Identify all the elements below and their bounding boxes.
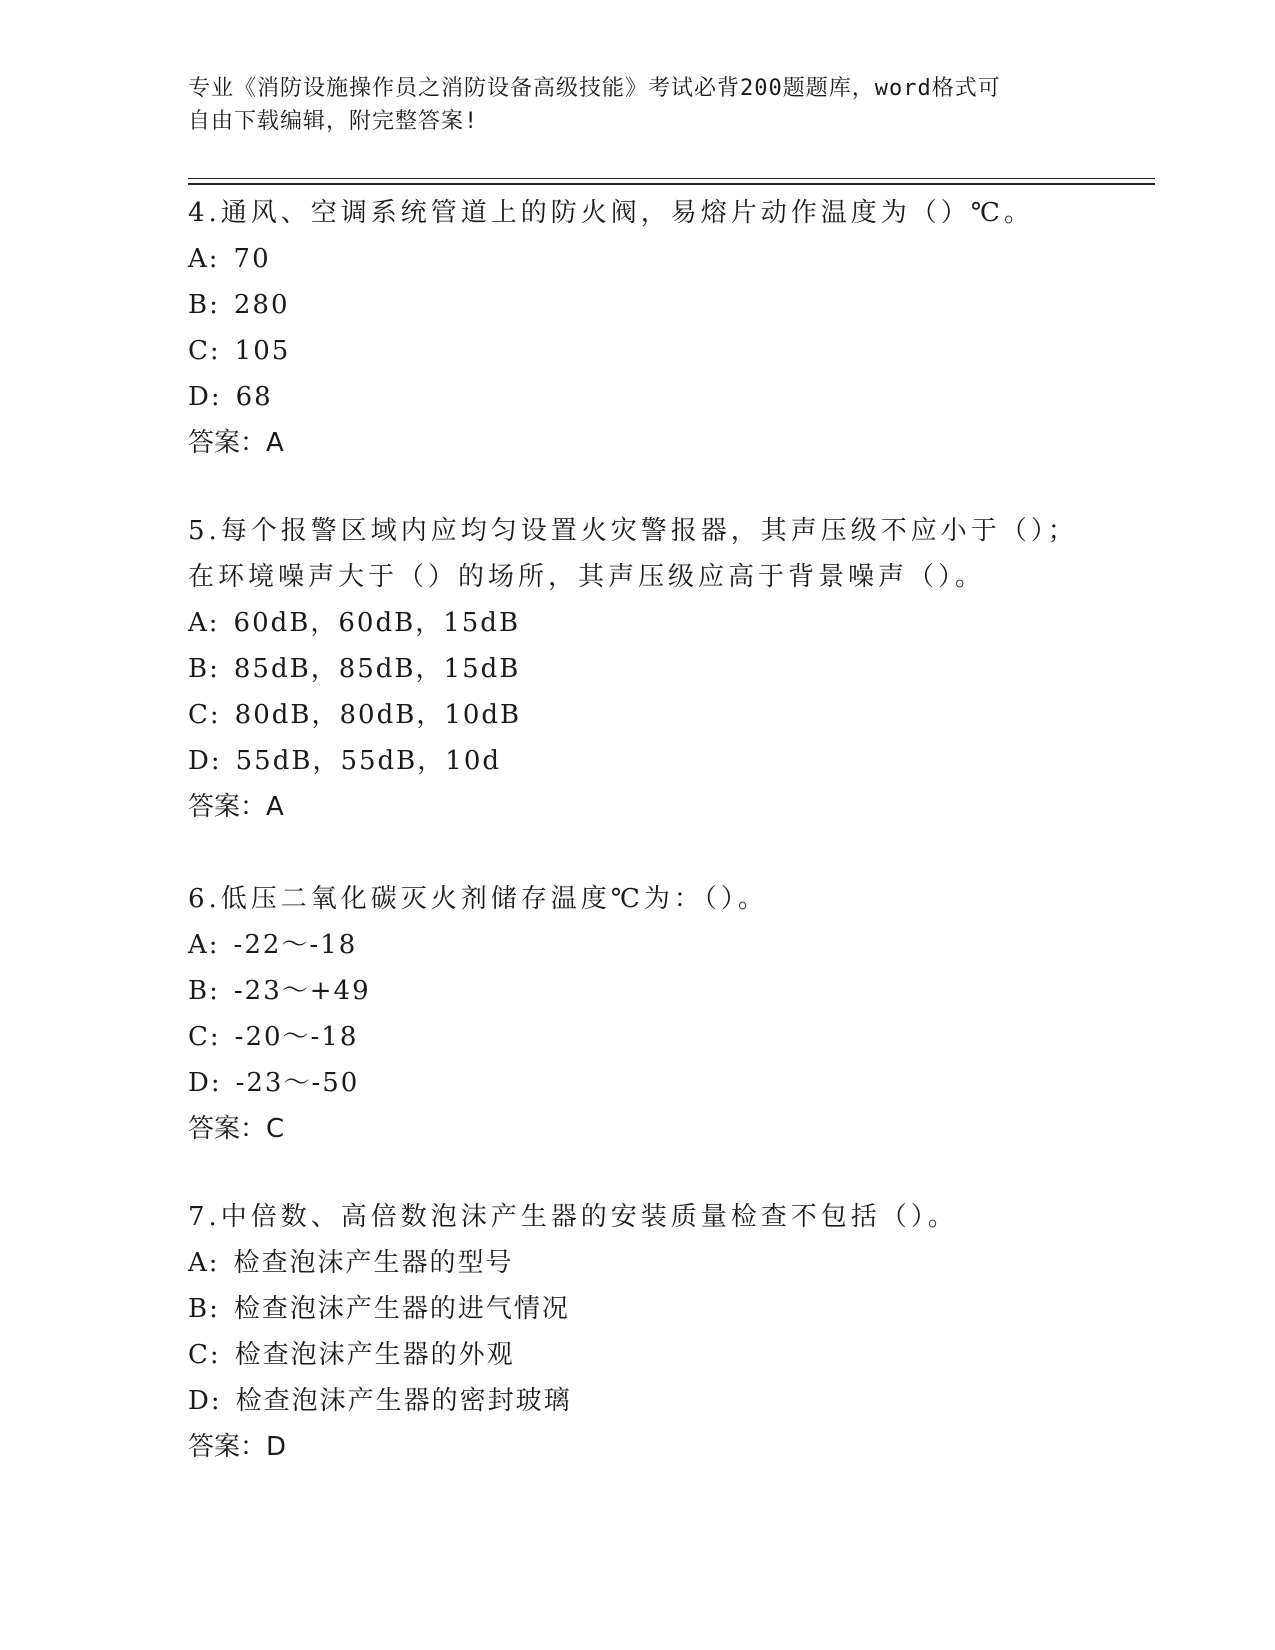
option-label: B: xyxy=(188,976,220,1006)
option-c xyxy=(188,1332,1088,1378)
option-label: C: xyxy=(188,700,221,730)
question-stem: 6.低压二氧化碳灭火剂储存温度℃为：（）。 xyxy=(188,884,768,914)
option-label: D: xyxy=(188,382,222,412)
option-text: 70 xyxy=(233,244,271,274)
option-a xyxy=(188,922,1088,968)
option-text: -22～-18 xyxy=(233,930,358,960)
option-text: 检查泡沫产生器的密封玻璃 xyxy=(235,1386,572,1416)
option-label: A: xyxy=(188,930,220,960)
option-text: -23～-50 xyxy=(235,1068,360,1098)
option-text: -23～+49 xyxy=(233,976,371,1006)
option-c xyxy=(188,692,1088,738)
option-label: A: xyxy=(188,244,220,274)
option-text: 检查泡沫产生器的进气情况 xyxy=(233,1294,570,1324)
question-5 xyxy=(188,508,1088,830)
option-text: 检查泡沫产生器的外观 xyxy=(234,1340,515,1370)
answer-line: 答案：C xyxy=(188,1114,285,1144)
answer-line: 答案：A xyxy=(188,428,284,458)
answer-line: 答案：D xyxy=(188,1432,287,1462)
option-c xyxy=(188,1014,1088,1060)
option-text: 85dB，85dB，15dB xyxy=(233,654,521,684)
option-label: B: xyxy=(188,1294,220,1324)
option-b xyxy=(188,968,1088,1014)
question-stem-line-1: 5.每个报警区域内应均匀设置火灾警报器，其声压级不应小于（）； xyxy=(188,516,1078,546)
header-line-1: 专业《消防设施操作员之消防设备高级技能》考试必背200题题库，word格式可 xyxy=(188,76,1001,101)
option-text: 280 xyxy=(233,290,290,320)
option-a xyxy=(188,1240,1088,1286)
option-d xyxy=(188,374,1088,420)
option-text: 55dB，55dB，10d xyxy=(235,746,502,776)
option-label: D: xyxy=(188,1386,222,1416)
option-label: D: xyxy=(188,746,222,776)
option-d xyxy=(188,1060,1088,1106)
question-4 xyxy=(188,190,1088,466)
question-6 xyxy=(188,876,1088,1152)
option-label: D: xyxy=(188,1068,222,1098)
option-b xyxy=(188,1286,1088,1332)
option-d xyxy=(188,1378,1088,1424)
option-b xyxy=(188,646,1088,692)
answer-line: 答案：A xyxy=(188,792,284,822)
question-7 xyxy=(188,1194,1088,1470)
option-c xyxy=(188,328,1088,374)
question-stem: 7.中倍数、高倍数泡沫产生器的安装质量检查不包括（）。 xyxy=(188,1202,958,1232)
option-d xyxy=(188,738,1088,784)
question-stem-line-2: 在环境噪声大于（）的场所，其声压级应高于背景噪声（）。 xyxy=(188,562,986,592)
header-line-2: 自由下载编辑，附完整答案! xyxy=(188,109,479,134)
option-text: 68 xyxy=(235,382,273,412)
option-text: 检查泡沫产生器的型号 xyxy=(233,1248,514,1278)
option-label: C: xyxy=(188,336,221,366)
option-text: 80dB，80dB，10dB xyxy=(234,700,522,730)
option-label: C: xyxy=(188,1340,221,1370)
header-divider-thin xyxy=(188,178,1155,179)
option-label: B: xyxy=(188,654,220,684)
option-text: -20～-18 xyxy=(234,1022,359,1052)
option-a xyxy=(188,600,1088,646)
option-label: C: xyxy=(188,1022,221,1052)
option-b xyxy=(188,282,1088,328)
option-label: B: xyxy=(188,290,220,320)
option-text: 60dB，60dB，15dB xyxy=(233,608,521,638)
option-a xyxy=(188,236,1088,282)
option-label: A: xyxy=(188,1248,220,1278)
header-divider-thick xyxy=(188,183,1155,185)
option-label: A: xyxy=(188,608,220,638)
question-stem: 4.通风、空调系统管道上的防火阀，易熔片动作温度为（）℃。 xyxy=(188,198,1034,228)
option-text: 105 xyxy=(234,336,291,366)
document-header xyxy=(188,72,1088,138)
